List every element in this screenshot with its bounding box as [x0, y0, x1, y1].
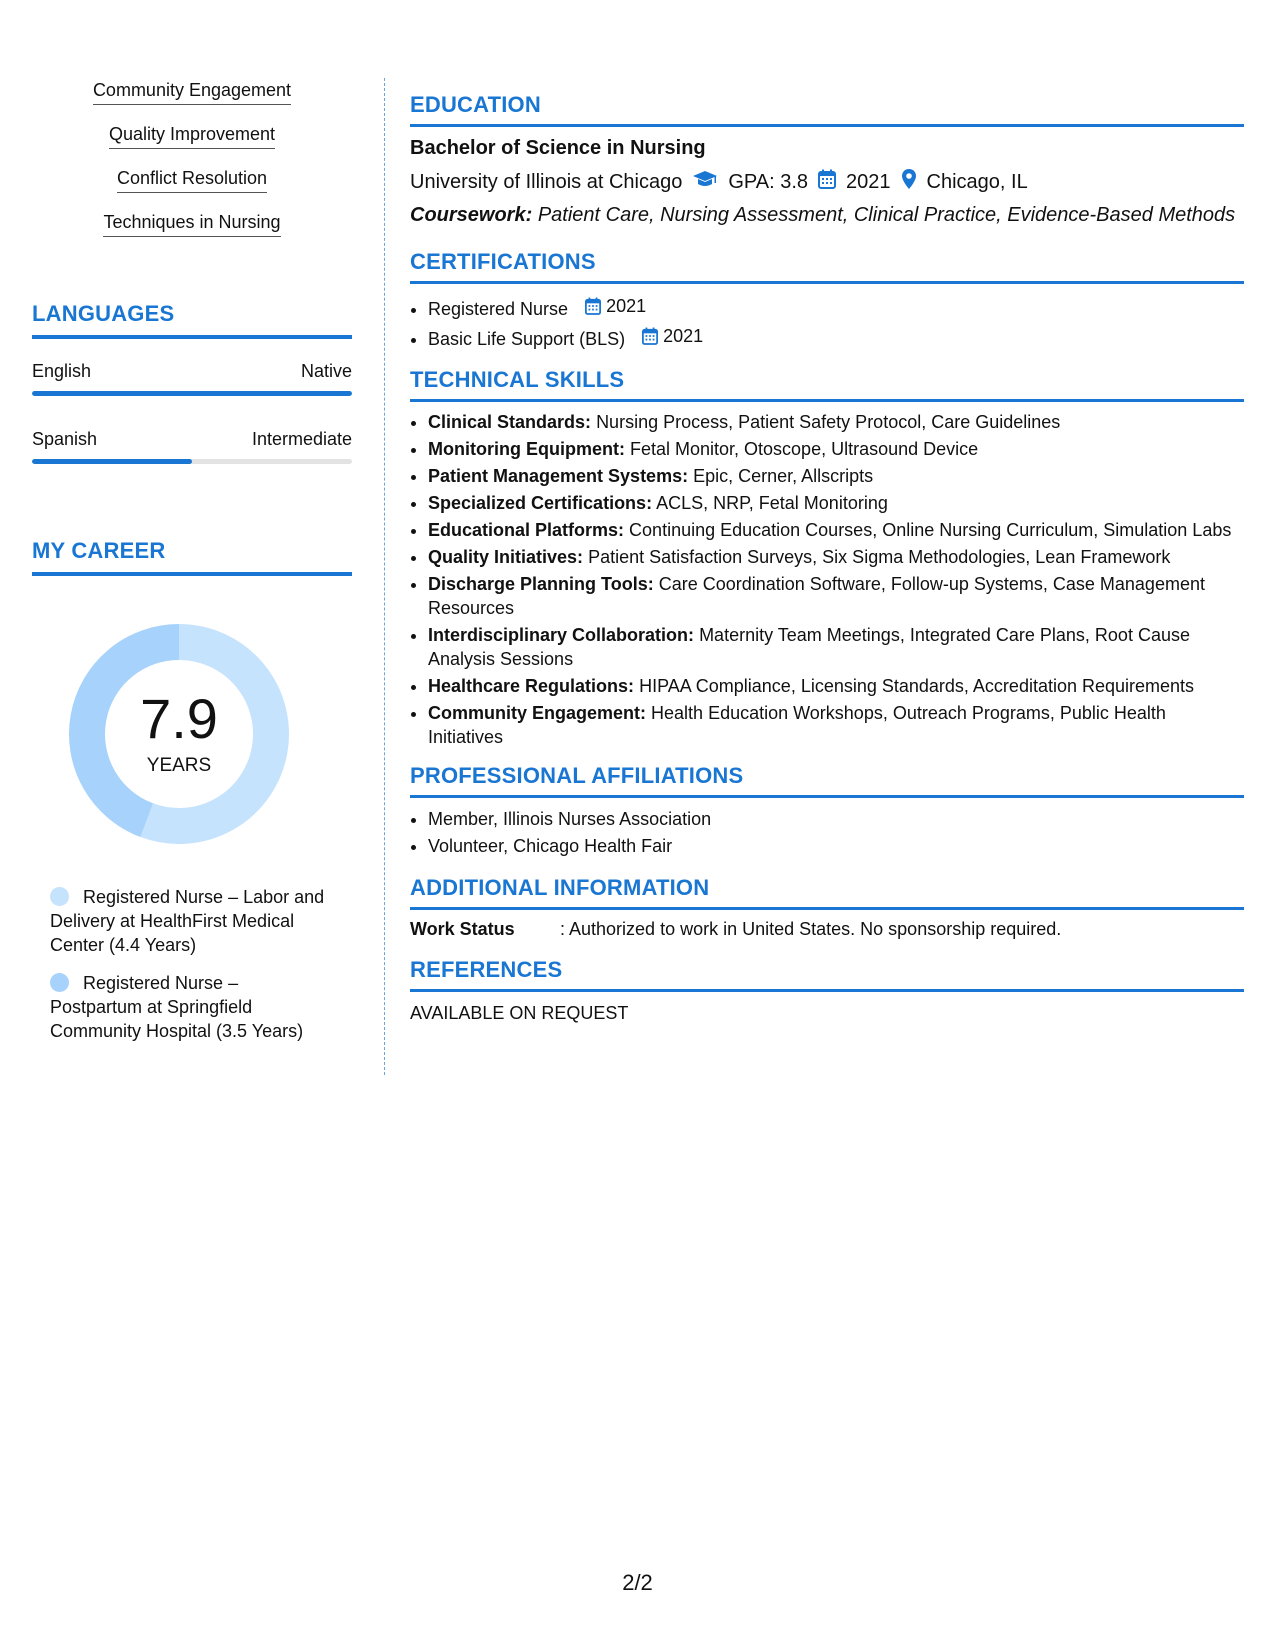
- strength-item: Quality Improvement: [109, 124, 275, 149]
- skill-text: Fetal Monitor, Otoscope, Ultrasound Device: [629, 439, 979, 459]
- skill-item: [428, 491, 1244, 515]
- legend-dot: [50, 973, 69, 992]
- work-status-label: Work Status: [410, 919, 515, 939]
- certifications-section: [410, 249, 1244, 351]
- section-rule: [410, 795, 1244, 798]
- school: University of Illinois at Chicago: [410, 170, 683, 193]
- language-name: English: [32, 361, 92, 381]
- additional-title: ADDITIONAL INFORMATION: [410, 875, 710, 900]
- skill-text: Care Coordination Software, Follow-up Systems, Case Management Resources: [428, 574, 1205, 618]
- main-column: [410, 92, 1244, 1024]
- graduation-cap-icon: [692, 169, 718, 195]
- skill-label: Healthcare Regulations:: [428, 676, 635, 696]
- skill-label: Patient Management Systems:: [428, 466, 689, 486]
- language-item: [32, 361, 352, 396]
- affiliations-title: PROFESSIONAL AFFILIATIONS: [410, 763, 744, 788]
- strength-item: Techniques in Nursing: [103, 212, 280, 237]
- skill-item: [428, 437, 1244, 461]
- strengths-list: [32, 80, 352, 256]
- section-rule: [410, 399, 1244, 402]
- gpa: GPA: 3.8: [728, 170, 809, 193]
- certification-item: [428, 294, 1244, 321]
- language-bar-fill: [32, 459, 192, 464]
- skill-text: Nursing Process, Patient Safety Protocol, Care Guidelines: [596, 412, 1061, 432]
- location: Chicago, IL: [926, 170, 1028, 193]
- coursework-label: Coursework:: [410, 204, 533, 226]
- languages-section: [32, 301, 352, 464]
- skill-text: Epic, Cerner, Allscripts: [693, 466, 874, 486]
- column-divider: [384, 78, 385, 1075]
- sidebar: [32, 80, 352, 1057]
- skill-label: Interdisciplinary Collaboration:: [428, 625, 695, 645]
- skill-item: [428, 674, 1244, 698]
- section-rule: [32, 572, 352, 576]
- language-level: Native: [300, 361, 352, 381]
- certification-name: Basic Life Support (BLS): [428, 329, 626, 349]
- section-rule: [410, 907, 1244, 910]
- career-section: [32, 538, 352, 1043]
- career-legend: [50, 885, 330, 1043]
- section-rule: [32, 335, 352, 339]
- section-rule: [410, 124, 1244, 127]
- career-donut: [66, 621, 292, 847]
- career-label: Registered Nurse – Labor and Delivery at HealthFirst Medical Center (4.4 Years): [50, 887, 325, 955]
- section-rule: [410, 281, 1244, 284]
- language-level: Intermediate: [251, 429, 352, 449]
- certification-year: 2021: [663, 326, 704, 346]
- skill-item: [428, 464, 1244, 488]
- affiliation-item: • Member, Illinois Nurses Association: [428, 807, 1244, 831]
- skill-text: Patient Satisfaction Surveys, Six Sigma Methodologies, Lean Framework: [588, 547, 1171, 567]
- certification-year: 2021: [606, 296, 647, 316]
- additional-section: [410, 875, 1244, 940]
- skill-item: [428, 701, 1244, 749]
- work-status-row: [410, 919, 1244, 940]
- skills-title: TECHNICAL SKILLS: [410, 367, 625, 392]
- section-rule: [410, 989, 1244, 992]
- language-bar: [32, 391, 352, 396]
- skills-section: [410, 367, 1244, 749]
- calendar-icon: [642, 327, 658, 345]
- certifications-list: [410, 294, 1244, 351]
- calendar-icon: [818, 169, 836, 195]
- skill-label: Educational Platforms:: [428, 520, 625, 540]
- skill-label: Quality Initiatives:: [428, 547, 584, 567]
- affiliations-list: [410, 807, 1244, 858]
- legend-dot: [50, 887, 69, 906]
- language-bar-fill: [32, 391, 352, 396]
- career-title: MY CAREER: [32, 538, 166, 563]
- skills-list: [410, 410, 1244, 749]
- graduation-year: 2021: [846, 170, 891, 193]
- strength-item: Conflict Resolution: [117, 168, 267, 193]
- language-item: [32, 429, 352, 464]
- skill-label: Clinical Standards:: [428, 412, 592, 432]
- calendar-icon: [585, 297, 601, 315]
- career-legend-item: [50, 971, 330, 1043]
- languages-title: LANGUAGES: [32, 301, 175, 326]
- skill-text: HIPAA Compliance, Licensing Standards, Accreditation Requirements: [639, 676, 1195, 696]
- career-unit: YEARS: [146, 755, 212, 776]
- affiliation-item: • Volunteer, Chicago Health Fair: [428, 834, 1244, 858]
- skill-label: Monitoring Equipment:: [428, 439, 625, 459]
- skill-item: [428, 545, 1244, 569]
- degree: Bachelor of Science in Nursing: [410, 137, 706, 159]
- coursework-text: Patient Care, Nursing Assessment, Clinical Practice, Evidence-Based Methods: [537, 204, 1236, 226]
- language-bar: [32, 459, 352, 464]
- education-section: [410, 92, 1244, 227]
- skill-item: [428, 623, 1244, 671]
- coursework: [410, 204, 1244, 227]
- skill-item: [428, 572, 1244, 620]
- education-title: EDUCATION: [410, 92, 541, 117]
- career-total: 7.9: [140, 687, 218, 750]
- skill-text: Maternity Team Meetings, Integrated Care Plans, Root Cause Analysis Sessions: [428, 625, 1190, 669]
- affiliations-section: [410, 763, 1244, 858]
- certification-name: Registered Nurse: [428, 299, 569, 319]
- references-text: AVAILABLE ON REQUEST: [410, 1003, 629, 1023]
- certifications-title: CERTIFICATIONS: [410, 249, 596, 274]
- references-title: REFERENCES: [410, 957, 563, 982]
- skill-label: Community Engagement:: [428, 703, 647, 723]
- references-section: [410, 957, 1244, 1024]
- career-label: Registered Nurse – Postpartum at Springfield Community Hospital (3.5 Years): [50, 973, 304, 1041]
- certification-item: [428, 324, 1244, 351]
- skill-label: Specialized Certifications:: [428, 493, 653, 513]
- language-name: Spanish: [32, 429, 98, 449]
- skill-text: Health Education Workshops, Outreach Programs, Public Health Initiatives: [428, 703, 1166, 747]
- strength-item: Community Engagement: [93, 80, 291, 105]
- skill-text: ACLS, NRP, Fetal Monitoring: [656, 493, 888, 513]
- skill-item: [428, 518, 1244, 542]
- skill-item: [428, 410, 1244, 434]
- skill-text: Continuing Education Courses, Online Nursing Curriculum, Simulation Labs: [629, 520, 1232, 540]
- education-details: [410, 168, 1244, 196]
- work-status-value: : Authorized to work in United States. No sponsorship required.: [560, 919, 1062, 939]
- location-pin-icon: [901, 168, 917, 196]
- page-number: 2/2: [622, 1570, 653, 1595]
- career-legend-item: [50, 885, 330, 957]
- skill-label: Discharge Planning Tools:: [428, 574, 654, 594]
